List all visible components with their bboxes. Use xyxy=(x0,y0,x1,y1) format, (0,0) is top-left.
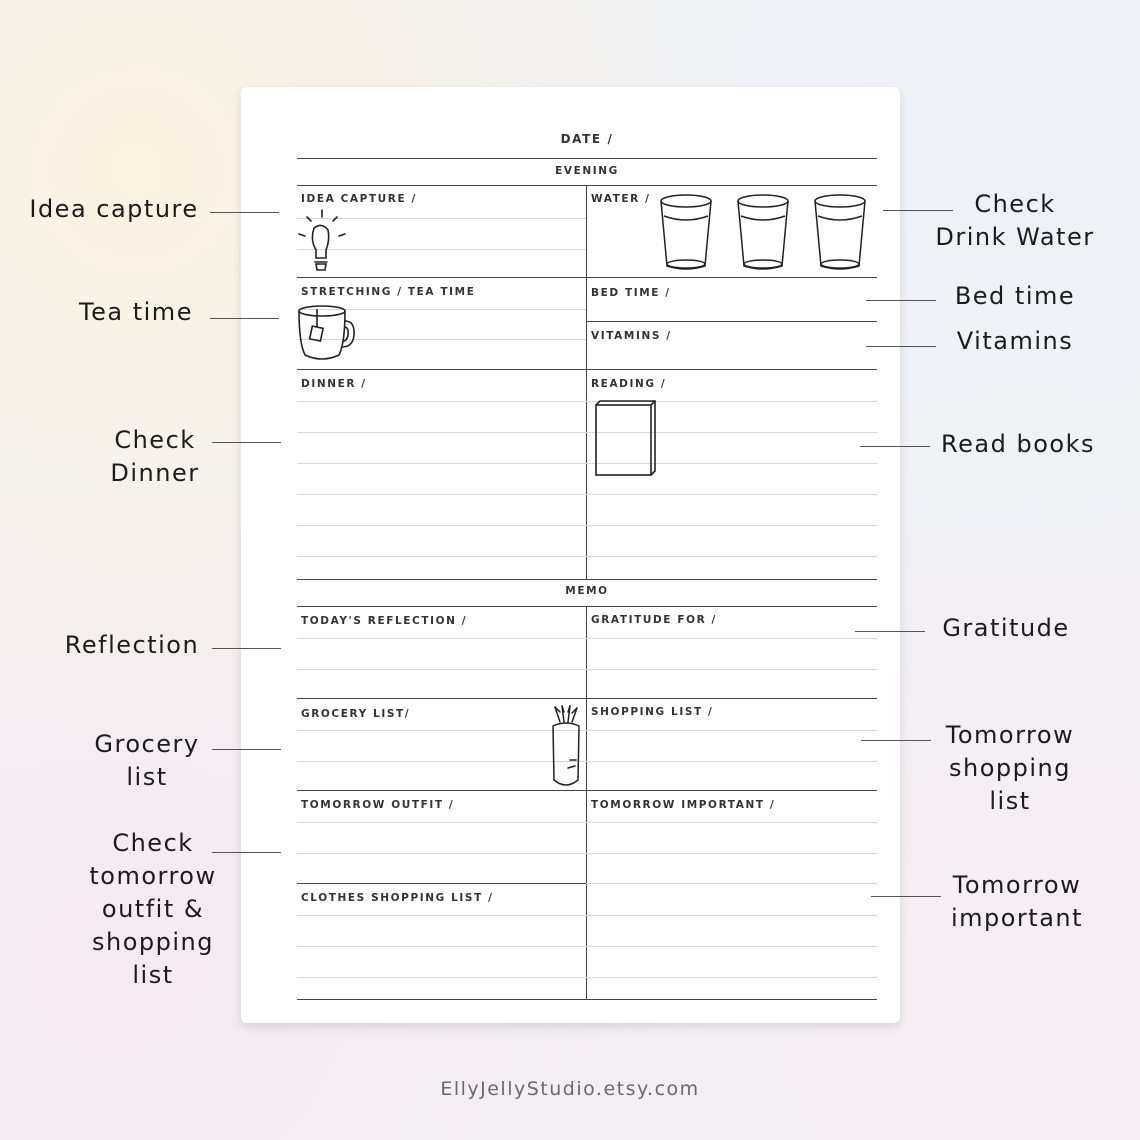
idea-capture-label: IDEA CAPTURE / xyxy=(301,193,417,205)
dinner-label: DINNER / xyxy=(301,378,367,390)
annotation-reflection: Reflection xyxy=(64,631,200,659)
clothes-label: CLOTHES SHOPPING LIST / xyxy=(301,892,494,904)
tea-mug-icon xyxy=(297,303,357,363)
leader-line xyxy=(210,212,279,213)
book-icon xyxy=(595,400,659,478)
leader-line xyxy=(210,318,279,319)
section-memo-title: MEMO xyxy=(565,585,609,597)
annotation-drink-water: Check Drink Water xyxy=(935,190,1095,251)
annotation-tea-time: Tea time xyxy=(79,298,193,326)
water-label: WATER / xyxy=(591,193,651,205)
annotation-check-dinner: Check Dinner xyxy=(110,426,200,487)
leader-line xyxy=(883,210,953,211)
leader-line xyxy=(871,896,941,897)
reading-label: READING / xyxy=(591,378,667,390)
annotation-gratitude: Gratitude xyxy=(942,614,1070,642)
grocery-label: GROCERY LIST/ xyxy=(301,708,411,720)
water-glass-icon xyxy=(659,192,713,272)
water-glass-icon xyxy=(736,192,790,272)
leader-line xyxy=(212,749,281,750)
important-label: TOMORROW IMPORTANT / xyxy=(591,799,776,811)
annotation-check-tomorrow: Check tomorrow outfit & shopping list xyxy=(89,829,217,989)
leader-line xyxy=(212,852,281,853)
annotation-idea-capture: Idea capture xyxy=(29,195,199,223)
stretching-label: STRETCHING / TEA TIME xyxy=(301,286,476,298)
carrot-icon xyxy=(548,704,584,790)
bed-time-label: BED TIME / xyxy=(591,287,671,299)
leader-line xyxy=(855,631,925,632)
section-evening-title: EVENING xyxy=(555,165,619,177)
outfit-label: TOMORROW OUTFIT / xyxy=(301,799,455,811)
annotation-read-books: Read books xyxy=(941,430,1095,458)
annotation-grocery-list: Grocery list xyxy=(94,730,200,791)
leader-line xyxy=(866,300,936,301)
leader-line xyxy=(866,346,936,347)
leader-line xyxy=(212,648,281,649)
shop-url[interactable]: EllyJellyStudio.etsy.com xyxy=(440,1078,700,1100)
annotation-vitamins: Vitamins xyxy=(956,327,1074,355)
leader-line xyxy=(860,446,930,447)
annotation-tomorrow-shopping: Tomorrow shopping list xyxy=(945,721,1075,815)
reflection-label: TODAY'S REFLECTION / xyxy=(301,615,468,627)
annotation-bed-time: Bed time xyxy=(954,282,1076,310)
shopping-label: SHOPPING LIST / xyxy=(591,706,714,718)
leader-line xyxy=(861,740,931,741)
gratitude-label: GRATITUDE FOR / xyxy=(591,614,717,626)
leader-line xyxy=(212,442,281,443)
vitamins-label: VITAMINS / xyxy=(591,330,672,342)
lightbulb-icon xyxy=(296,208,348,274)
date-field[interactable]: DATE / xyxy=(560,132,614,146)
annotation-tomorrow-important: Tomorrow important xyxy=(950,871,1084,932)
water-glass-icon xyxy=(813,192,867,272)
